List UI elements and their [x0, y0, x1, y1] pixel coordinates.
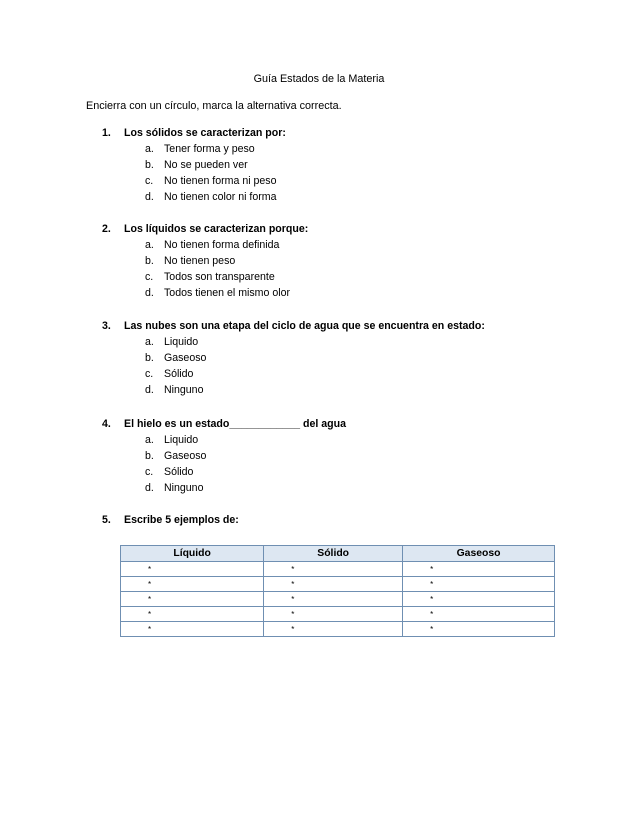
option-b[interactable] — [102, 350, 582, 366]
table-cell[interactable]: * — [403, 622, 555, 637]
option-letter: a. — [145, 239, 154, 251]
option-text: No se pueden ver — [164, 159, 248, 171]
header-solido: Sólido — [264, 546, 403, 562]
question-number: 1. — [102, 127, 111, 139]
examples-table — [120, 545, 555, 637]
question-text: Las nubes son una etapa del ciclo de agua que se encuentra en estado: — [124, 320, 485, 332]
option-text: Todos tienen el mismo olor — [164, 287, 291, 299]
option-text: Liquido — [164, 434, 199, 446]
question-text: Los sólidos se caracterizan por: — [124, 127, 286, 139]
question-number: 2. — [102, 223, 111, 235]
option-text: No tienen peso — [164, 255, 236, 267]
question-heading — [102, 318, 582, 334]
option-d[interactable] — [102, 382, 582, 398]
option-letter: a. — [145, 336, 154, 348]
table-row — [121, 607, 555, 622]
header-liquido: Líquido — [121, 546, 264, 562]
question-4 — [102, 416, 582, 496]
option-text: Sólido — [164, 466, 194, 478]
page-title: Guía Estados de la Materia — [253, 73, 385, 85]
option-letter: a. — [145, 434, 154, 446]
option-a[interactable] — [102, 432, 582, 448]
table-cell[interactable]: * — [403, 592, 555, 607]
option-text: No tienen forma ni peso — [164, 175, 277, 187]
question-1 — [102, 125, 582, 205]
option-letter: b. — [145, 352, 154, 364]
option-letter: d. — [145, 191, 154, 203]
option-b[interactable] — [102, 253, 582, 269]
option-letter: c. — [145, 368, 154, 380]
table-cell[interactable]: * — [403, 607, 555, 622]
option-text: Sólido — [164, 368, 194, 380]
option-text: Tener forma y peso — [164, 143, 255, 155]
option-text: Ninguno — [164, 482, 204, 494]
question-heading — [102, 416, 582, 432]
option-d[interactable] — [102, 189, 582, 205]
option-b[interactable] — [102, 448, 582, 464]
option-c[interactable] — [102, 269, 582, 285]
question-heading — [102, 512, 582, 528]
table-row — [121, 622, 555, 637]
table-cell[interactable]: * — [121, 607, 264, 622]
option-d[interactable] — [102, 285, 582, 301]
option-text: No tienen color ni forma — [164, 191, 277, 203]
option-letter: c. — [145, 271, 154, 283]
option-text: Todos son transparente — [164, 271, 275, 283]
question-5 — [102, 512, 582, 528]
table-cell[interactable]: * — [403, 577, 555, 592]
option-d[interactable] — [102, 480, 582, 496]
table-row — [121, 592, 555, 607]
table-cell[interactable]: * — [121, 562, 264, 577]
option-text: Gaseoso — [164, 352, 207, 364]
question-text: Los líquidos se caracterizan porque: — [124, 223, 309, 235]
table-cell[interactable]: * — [264, 622, 403, 637]
option-letter: c. — [145, 466, 154, 478]
option-a[interactable] — [102, 237, 582, 253]
option-letter: b. — [145, 159, 154, 171]
option-letter: d. — [145, 384, 154, 396]
table-cell[interactable]: * — [121, 592, 264, 607]
option-letter: a. — [145, 143, 154, 155]
table-cell[interactable]: * — [264, 577, 403, 592]
table-cell[interactable]: * — [121, 622, 264, 637]
table-row — [121, 562, 555, 577]
option-text: Gaseoso — [164, 450, 207, 462]
option-text: No tienen forma definida — [164, 239, 280, 251]
table-cell[interactable]: * — [264, 592, 403, 607]
option-a[interactable] — [102, 334, 582, 350]
table-header-row — [121, 546, 555, 562]
table-cell[interactable]: * — [264, 607, 403, 622]
question-heading — [102, 125, 582, 141]
question-3 — [102, 318, 582, 398]
option-c[interactable] — [102, 173, 582, 189]
question-text: Escribe 5 ejemplos de: — [124, 514, 239, 526]
question-number: 5. — [102, 514, 111, 526]
option-letter: d. — [145, 482, 154, 494]
table-cell[interactable]: * — [121, 577, 264, 592]
option-text: Ninguno — [164, 384, 204, 396]
option-text: Liquido — [164, 336, 199, 348]
option-c[interactable] — [102, 464, 582, 480]
option-letter: b. — [145, 450, 154, 462]
option-letter: c. — [145, 175, 154, 187]
table-row — [121, 577, 555, 592]
option-letter: d. — [145, 287, 154, 299]
question-2 — [102, 221, 582, 301]
header-gaseoso: Gaseoso — [403, 546, 555, 562]
instruction-text: Encierra con un círculo, marca la alternativa correcta. — [86, 100, 342, 112]
table-cell[interactable]: * — [403, 562, 555, 577]
question-text: El hielo es un estado____________ del agua — [124, 418, 346, 430]
table-cell[interactable]: * — [264, 562, 403, 577]
question-number: 4. — [102, 418, 111, 430]
option-a[interactable] — [102, 141, 582, 157]
question-number: 3. — [102, 320, 111, 332]
option-c[interactable] — [102, 366, 582, 382]
option-b[interactable] — [102, 157, 582, 173]
option-letter: b. — [145, 255, 154, 267]
question-heading — [102, 221, 582, 237]
